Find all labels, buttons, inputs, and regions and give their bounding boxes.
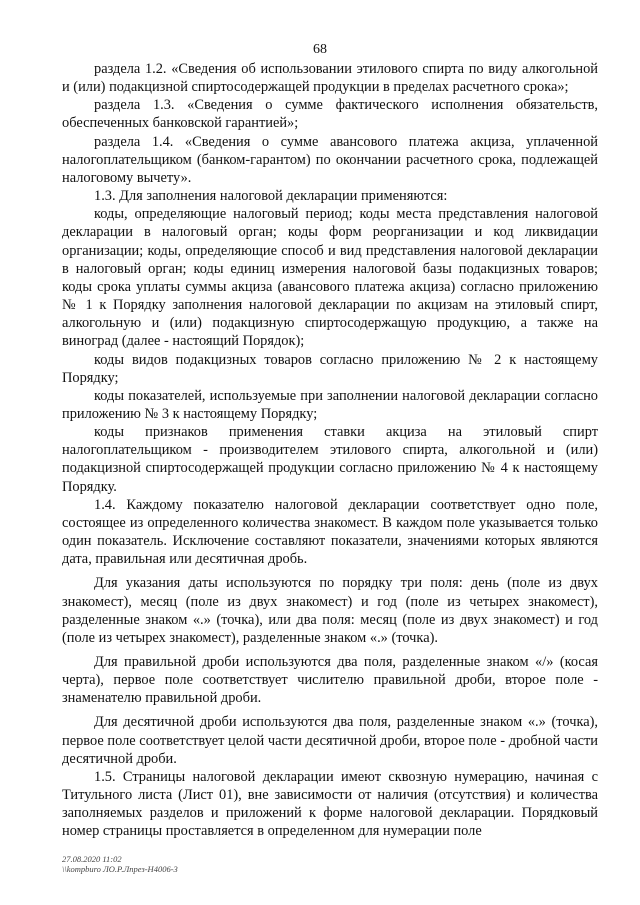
paragraph: коды показателей, используемые при заполнении налоговой декларации согласно приложению № 3 к настоящему Порядку; xyxy=(62,387,598,422)
paragraph: Для указания даты используются по порядку три поля: день (поле из двух знакомест), месяц (поле из двух знакомест) и год (поле из четырех знакомест), разделенные знаком «.» (точка), или два поля: месяц (поле из двух знакомест) и год (поле из четырех знакомест), разделенные знаком «.» (точка). xyxy=(62,575,598,646)
paragraph: 1.4. Каждому показателю налоговой декларации соответствует одно поле, состоящее из определенного количества знакомест. В каждом поле указывается только один показатель. Исключение составляют показатели, значениями которых являются дата, правильная или десятичная дробь. xyxy=(62,496,598,568)
paragraph: раздела 1.4. «Сведения о сумме авансового платежа акциза, уплаченной налогоплательщиком (банком-гарантом) по окончании расчетного срока, подлежащей налоговому вычету». xyxy=(62,133,598,186)
paragraph: раздела 1.3. «Сведения о сумме фактического исполнения обязательств, обеспеченных банковской гарантией»; xyxy=(62,97,598,132)
page-number: 68 xyxy=(313,42,327,57)
paragraph: коды признаков применения ставки акциза на этиловый спирт налогоплательщиком - производителем этилового спирта, алкогольной и (или) подакцизной спиртосодержащей продукции согласно приложению № 4 к настоящему Порядку. xyxy=(62,424,598,495)
paragraph: коды видов подакцизных товаров согласно приложению № 2 к настоящему Порядку; xyxy=(62,351,598,386)
paragraph: Для правильной дроби используются два поля, разделенные знаком «/» (косая черта), первое поле соответствует числителю правильной дроби, второе поле - знаменателю правильной дроби. xyxy=(62,654,598,707)
paragraph: коды, определяющие налоговый период; коды места представления налоговой декларации в налоговый орган; коды форм реорганизации и код ликвидации организации; коды, определяющие способ и вид представления налоговой декларации в налоговый орган; коды единиц измерения налоговой базы подакцизных товаров; коды срока уплаты суммы акциза (авансового платежа акциза) согласно приложению № 1 к Порядку заполнения налоговой декларации по акцизам на этиловый спирт, алкогольную и (или) подакцизную спиртосодержащую продукцию, а также на виноград (далее - настоящий Порядок); xyxy=(62,206,598,350)
footer xyxy=(62,854,178,874)
paragraph: 1.3. Для заполнения налоговой декларации применяются: xyxy=(94,188,448,205)
paragraph: 1.5. Страницы налоговой декларации имеют сквозную нумерацию, начиная с Титульного листа (Лист 01), вне зависимости от наличия (отсутствия) и количества заполняемых разделов и приложений к форме налоговой декларации. Порядковый номер страницы проставляется в определенном для нумерации поле xyxy=(62,768,598,840)
footer-doc-id: \\kompburo ЛО.Р.Лпрез-Н4006-3 xyxy=(62,864,178,874)
footer-date: 27.08.2020 11:02 xyxy=(62,854,122,864)
paragraph: Для десятичной дроби используются два поля, разделенные знаком «.» (точка), первое поле соответствует целой части десятичной дроби, второе поле - дробной части десятичной дроби. xyxy=(62,714,598,767)
document-body xyxy=(62,60,598,841)
paragraph: раздела 1.2. «Сведения об использовании этилового спирта по виду алкогольной и (или) подакцизной спиртосодержащей продукции в пределах расчетного срока»; xyxy=(62,61,598,96)
